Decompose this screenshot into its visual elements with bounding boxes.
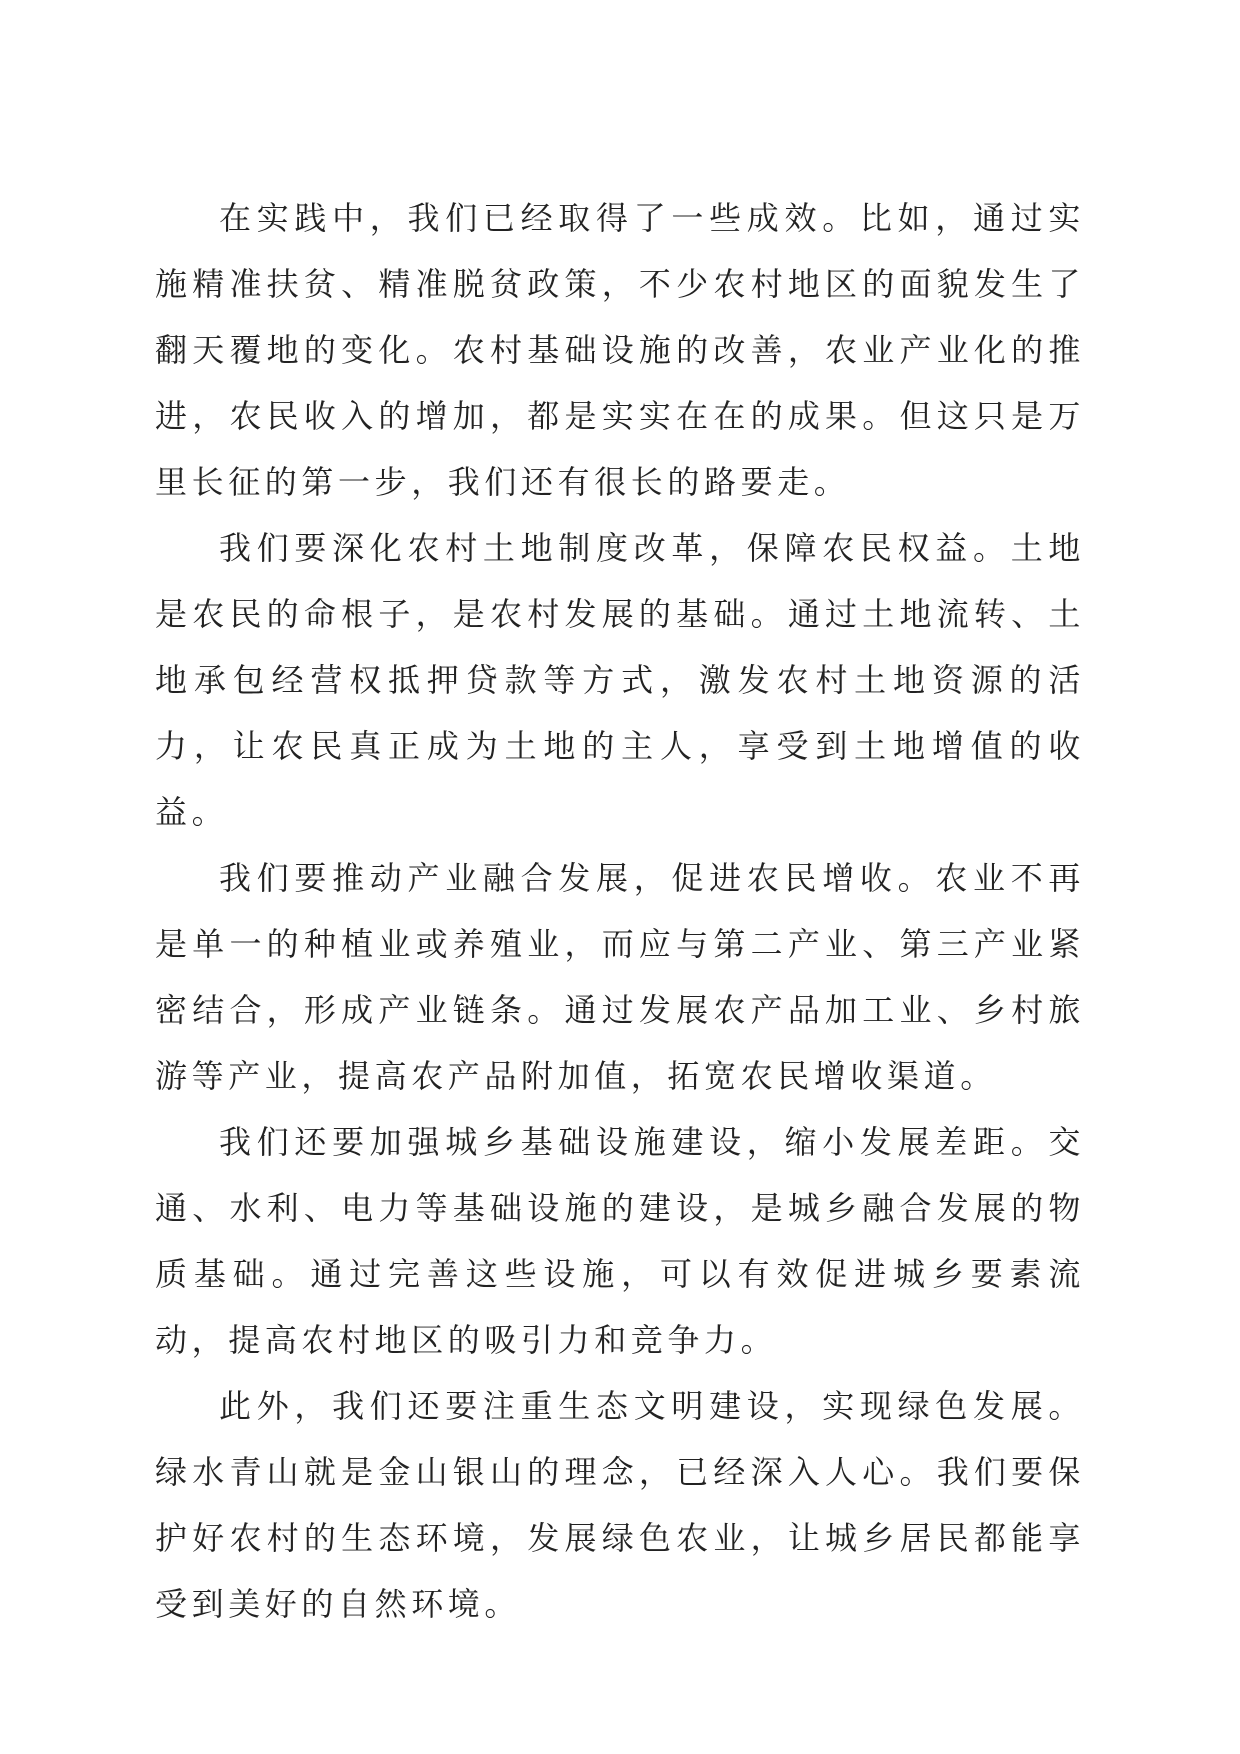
paragraph-3: 我们要推动产业融合发展，促进农民增收。农业不再是单一的种植业或养殖业，而应与第二产业、第三产业紧密结合，形成产业链条。通过发展农产品加工业、乡村旅游等产业，提高农产品附加值，拓宽农民增收渠道。 xyxy=(155,859,1085,1095)
paragraph-1: 在实践中，我们已经取得了一些成效。比如，通过实施精准扶贫、精准脱贫政策，不少农村地区的面貌发生了翻天覆地的变化。农村基础设施的改善，农业产业化的推进，农民收入的增加，都是实实在在的成果。但这只是万里长征的第一步，我们还有很长的路要走。 xyxy=(155,199,1085,501)
document-body xyxy=(155,185,1085,1637)
paragraph-2: 我们要深化农村土地制度改革，保障农民权益。土地是农民的命根子，是农村发展的基础。通过土地流转、土地承包经营权抵押贷款等方式，激发农村土地资源的活力，让农民真正成为土地的主人，享受到土地增值的收益。 xyxy=(155,529,1085,831)
paragraph-4: 我们还要加强城乡基础设施建设，缩小发展差距。交通、水利、电力等基础设施的建设，是城乡融合发展的物质基础。通过完善这些设施，可以有效促进城乡要素流动，提高农村地区的吸引力和竞争力。 xyxy=(155,1123,1085,1359)
paragraph-5: 此外，我们还要注重生态文明建设，实现绿色发展。绿水青山就是金山银山的理念，已经深入人心。我们要保护好农村的生态环境，发展绿色农业，让城乡居民都能享受到美好的自然环境。 xyxy=(155,1387,1085,1623)
